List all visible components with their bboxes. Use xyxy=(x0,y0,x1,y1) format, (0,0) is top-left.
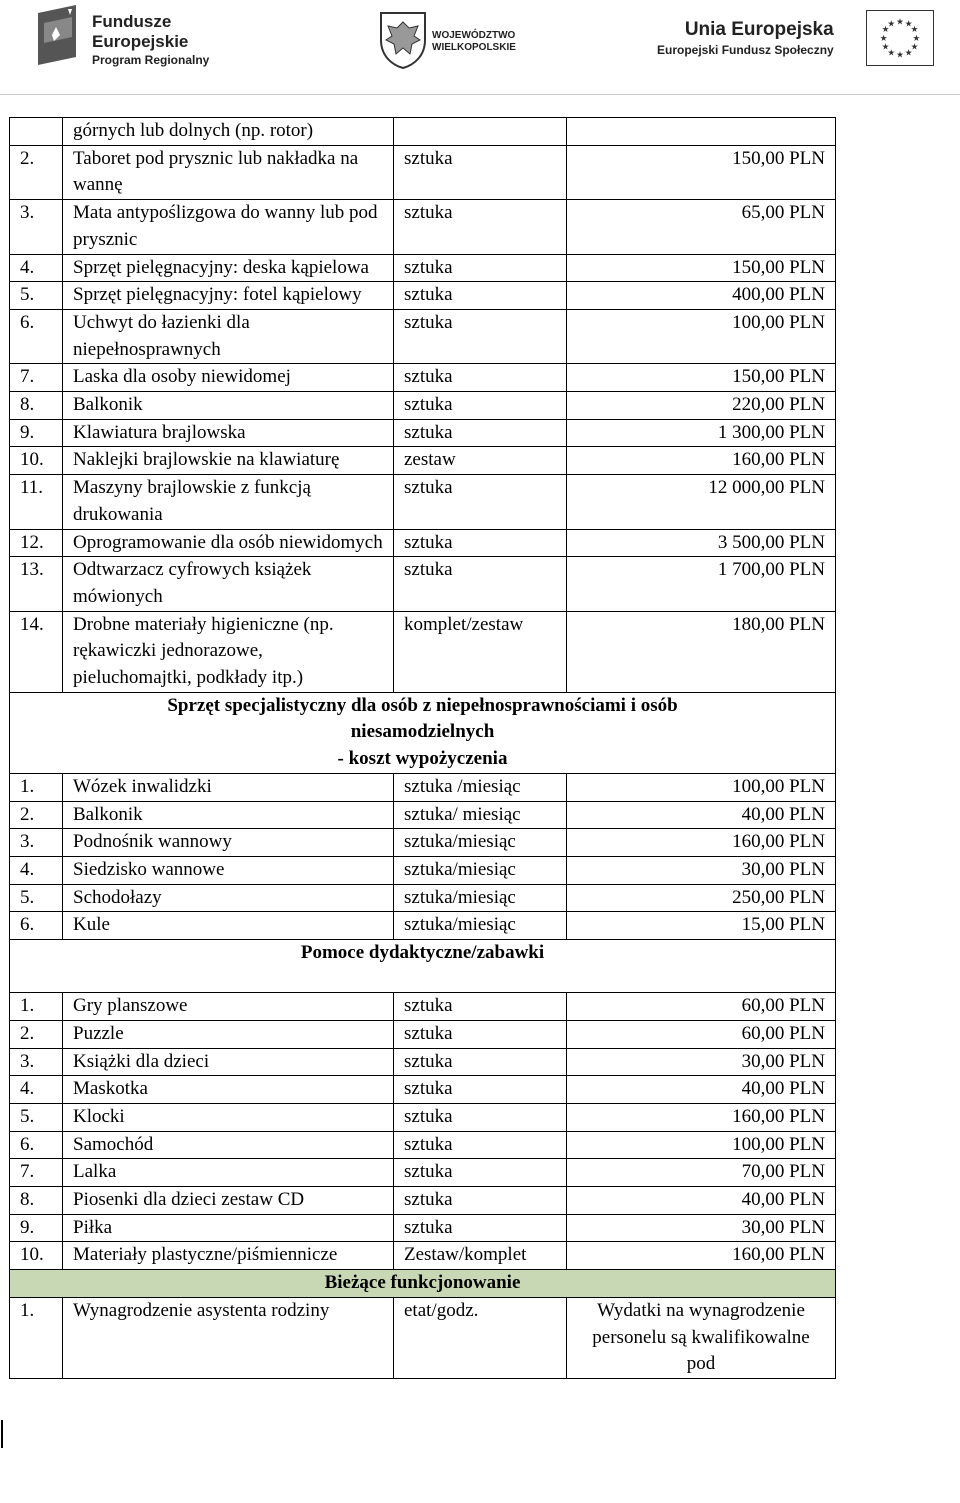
item-unit: Zestaw/komplet xyxy=(394,1242,567,1270)
table-row xyxy=(10,392,836,420)
item-unit: sztuka xyxy=(394,993,567,1021)
item-name: Klocki xyxy=(63,1103,394,1131)
item-unit: sztuka xyxy=(394,309,567,363)
table-row xyxy=(10,1297,836,1378)
ww-line2: WIELKOPOLSKIE xyxy=(432,42,516,53)
fe-line1: Fundusze xyxy=(92,12,172,31)
item-price: 30,00 PLN xyxy=(567,1214,836,1242)
item-unit: sztuka xyxy=(394,1103,567,1131)
table-row xyxy=(10,993,836,1021)
item-unit: sztuka xyxy=(394,254,567,282)
item-name: Schodołazy xyxy=(63,884,394,912)
item-name: Naklejki brajlowskie na klawiaturę xyxy=(63,447,394,475)
item-price: 160,00 PLN xyxy=(567,829,836,857)
item-price: 60,00 PLN xyxy=(567,1020,836,1048)
item-number: 2. xyxy=(10,801,63,829)
item-unit: sztuka xyxy=(394,557,567,611)
item-number: 3. xyxy=(10,829,63,857)
table-row xyxy=(10,1020,836,1048)
svg-text:★: ★ xyxy=(904,48,913,59)
item-name: Klawiatura brajlowska xyxy=(63,419,394,447)
item-number: 7. xyxy=(10,364,63,392)
svg-text:★: ★ xyxy=(896,17,904,28)
item-unit: sztuka xyxy=(394,529,567,557)
item-unit: sztuka xyxy=(394,1020,567,1048)
item-number: 5. xyxy=(10,1103,63,1131)
table-row xyxy=(10,309,836,363)
item-name: Siedzisko wannowe xyxy=(63,856,394,884)
item-name: górnych lub dolnych (np. rotor) xyxy=(63,118,394,146)
item-number: 9. xyxy=(10,1214,63,1242)
item-price: 30,00 PLN xyxy=(567,856,836,884)
table-row xyxy=(10,1076,836,1104)
item-name: Maszyny brajlowskie z funkcją drukowania xyxy=(63,475,394,529)
item-name: Gry planszowe xyxy=(63,993,394,1021)
item-unit: sztuka xyxy=(394,145,567,199)
table-row xyxy=(10,557,836,611)
section-header-current-operation: Bieżące funkcjonowanie xyxy=(10,1270,836,1298)
eu-flag-icon xyxy=(866,10,934,66)
item-price: 40,00 PLN xyxy=(567,801,836,829)
table-row xyxy=(10,200,836,254)
item-price: 15,00 PLN xyxy=(567,912,836,940)
item-number: 4. xyxy=(10,254,63,282)
table-row xyxy=(10,118,836,146)
item-price: 400,00 PLN xyxy=(567,282,836,310)
svg-text:★: ★ xyxy=(910,25,919,36)
svg-text:★: ★ xyxy=(879,33,888,44)
item-number: 10. xyxy=(10,447,63,475)
item-number: 4. xyxy=(10,1076,63,1104)
item-unit: sztuka/miesiąc xyxy=(394,912,567,940)
item-unit: sztuka xyxy=(394,419,567,447)
table-row xyxy=(10,912,836,940)
item-unit: etat/godz. xyxy=(394,1297,567,1378)
item-unit: sztuka xyxy=(394,1159,567,1187)
table-row xyxy=(10,145,836,199)
section-header-line3: - koszt wypożyczenia xyxy=(337,748,508,770)
svg-text:★: ★ xyxy=(887,48,896,59)
svg-text:★: ★ xyxy=(912,33,921,44)
section-header-line1: Sprzęt specjalistyczny dla osób z niepełnosprawnościami i osób xyxy=(167,694,678,716)
item-number: 1. xyxy=(10,773,63,801)
item-name: Kule xyxy=(63,912,394,940)
item-price: 70,00 PLN xyxy=(567,1159,836,1187)
item-price: 250,00 PLN xyxy=(567,884,836,912)
table-row xyxy=(10,829,836,857)
item-name: Sprzęt pielęgnacyjny: fotel kąpielowy xyxy=(63,282,394,310)
item-number: 7. xyxy=(10,1159,63,1187)
item-number: 2. xyxy=(10,1020,63,1048)
item-name: Drobne materiały higieniczne (np. rękawiczki jednorazowe, pieluchomajtki, podkłady itp.) xyxy=(63,611,394,692)
table-row xyxy=(10,1048,836,1076)
header-divider xyxy=(0,94,960,95)
item-price: 1 700,00 PLN xyxy=(567,557,836,611)
section-header-row xyxy=(10,940,836,993)
fe-line3: Program Regionalny xyxy=(92,53,210,67)
item-price: 30,00 PLN xyxy=(567,1048,836,1076)
item-name: Taboret pod prysznic lub nakładka na wannę xyxy=(63,145,394,199)
table-row xyxy=(10,419,836,447)
wielkopolska-coat-of-arms-icon xyxy=(378,10,428,70)
item-name: Balkonik xyxy=(63,801,394,829)
item-name: Materiały plastyczne/piśmiennicze xyxy=(63,1242,394,1270)
item-price: 40,00 PLN xyxy=(567,1187,836,1215)
item-unit: sztuka xyxy=(394,1214,567,1242)
table-row xyxy=(10,282,836,310)
ue-line1: Unia Europejska xyxy=(684,19,834,40)
item-name: Odtwarzacz cyfrowych książek mówionych xyxy=(63,557,394,611)
item-name: Podnośnik wannowy xyxy=(63,829,394,857)
table-row xyxy=(10,856,836,884)
svg-text:★: ★ xyxy=(896,50,904,61)
table-row xyxy=(10,1242,836,1270)
section-header-equipment-rental xyxy=(10,692,836,773)
item-unit: komplet/zestaw xyxy=(394,611,567,692)
item-number: 4. xyxy=(10,856,63,884)
svg-text:★: ★ xyxy=(881,25,890,36)
item-number: 3. xyxy=(10,200,63,254)
item-number: 8. xyxy=(10,1187,63,1215)
item-price: 3 500,00 PLN xyxy=(567,529,836,557)
item-unit: sztuka/miesiąc xyxy=(394,856,567,884)
item-name: Balkonik xyxy=(63,392,394,420)
item-unit: sztuka xyxy=(394,282,567,310)
item-name: Oprogramowanie dla osób niewidomych xyxy=(63,529,394,557)
item-name: Wynagrodzenie asystenta rodziny xyxy=(63,1297,394,1378)
item-number: 13. xyxy=(10,557,63,611)
svg-text:★: ★ xyxy=(887,19,896,30)
margin-mark xyxy=(1,1420,3,1448)
item-name: Lalka xyxy=(63,1159,394,1187)
item-unit: sztuka xyxy=(394,392,567,420)
item-name: Książki dla dzieci xyxy=(63,1048,394,1076)
item-name: Maskotka xyxy=(63,1076,394,1104)
table-row xyxy=(10,773,836,801)
item-name: Sprzęt pielęgnacyjny: deska kąpielowa xyxy=(63,254,394,282)
item-name: Piosenki dla dzieci zestaw CD xyxy=(63,1187,394,1215)
item-unit: sztuka xyxy=(394,1076,567,1104)
table-row xyxy=(10,254,836,282)
item-note: Wydatki na wynagrodzenie personelu są kwalifikowalne pod xyxy=(567,1297,836,1378)
price-table xyxy=(9,117,836,1379)
item-number: 6. xyxy=(10,309,63,363)
item-price: 65,00 PLN xyxy=(567,200,836,254)
table-row xyxy=(10,1187,836,1215)
item-price: 150,00 PLN xyxy=(567,254,836,282)
svg-text:★: ★ xyxy=(904,19,913,30)
item-number: 1. xyxy=(10,993,63,1021)
item-price: 100,00 PLN xyxy=(567,1131,836,1159)
section-header-educational-toys: Pomoce dydaktyczne/zabawki xyxy=(10,940,836,993)
svg-text:★: ★ xyxy=(881,42,890,53)
item-unit: sztuka/miesiąc xyxy=(394,884,567,912)
item-price: 150,00 PLN xyxy=(567,364,836,392)
item-price: 1 300,00 PLN xyxy=(567,419,836,447)
table-row xyxy=(10,364,836,392)
item-number: 8. xyxy=(10,392,63,420)
item-number: 11. xyxy=(10,475,63,529)
item-number: 12. xyxy=(10,529,63,557)
item-name: Wózek inwalidzki xyxy=(63,773,394,801)
table-row xyxy=(10,801,836,829)
table-row xyxy=(10,475,836,529)
item-price: 60,00 PLN xyxy=(567,993,836,1021)
unia-europejska-text xyxy=(657,18,834,58)
item-unit: sztuka xyxy=(394,1048,567,1076)
item-number: 6. xyxy=(10,912,63,940)
ue-line2: Europejski Fundusz Społeczny xyxy=(657,43,834,57)
item-price: 180,00 PLN xyxy=(567,611,836,692)
item-price: 40,00 PLN xyxy=(567,1076,836,1104)
item-unit: sztuka/miesiąc xyxy=(394,829,567,857)
item-number: 5. xyxy=(10,282,63,310)
table-row xyxy=(10,1159,836,1187)
item-name: Mata antypoślizgowa do wanny lub pod prysznic xyxy=(63,200,394,254)
item-unit: sztuka xyxy=(394,200,567,254)
item-number: 10. xyxy=(10,1242,63,1270)
table-row xyxy=(10,611,836,692)
table-row xyxy=(10,447,836,475)
svg-text:★: ★ xyxy=(910,42,919,53)
item-price: 100,00 PLN xyxy=(567,773,836,801)
ww-line1: WOJEWÓDZTWO xyxy=(432,30,516,41)
section-header-row xyxy=(10,1270,836,1298)
item-number: 14. xyxy=(10,611,63,692)
item-unit: sztuka xyxy=(394,475,567,529)
item-name: Piłka xyxy=(63,1214,394,1242)
table-row xyxy=(10,529,836,557)
item-price: 160,00 PLN xyxy=(567,1242,836,1270)
item-price: 160,00 PLN xyxy=(567,447,836,475)
item-number: 5. xyxy=(10,884,63,912)
item-unit: sztuka /miesiąc xyxy=(394,773,567,801)
item-number: 9. xyxy=(10,419,63,447)
item-price: 160,00 PLN xyxy=(567,1103,836,1131)
item-unit: sztuka xyxy=(394,1187,567,1215)
table-row xyxy=(10,884,836,912)
item-price: 220,00 PLN xyxy=(567,392,836,420)
item-unit: sztuka/ miesiąc xyxy=(394,801,567,829)
fundusze-europejskie-text xyxy=(92,12,209,69)
item-unit: zestaw xyxy=(394,447,567,475)
item-name: Samochód xyxy=(63,1131,394,1159)
item-number: 1. xyxy=(10,1297,63,1378)
item-name: Uchwyt do łazienki dla niepełnosprawnych xyxy=(63,309,394,363)
item-name: Laska dla osoby niewidomej xyxy=(63,364,394,392)
fe-line2: Europejskie xyxy=(92,32,189,51)
section-header-row xyxy=(10,692,836,773)
item-price: 150,00 PLN xyxy=(567,145,836,199)
table-row xyxy=(10,1131,836,1159)
item-price: 12 000,00 PLN xyxy=(567,475,836,529)
item-unit: sztuka xyxy=(394,364,567,392)
logo-header xyxy=(0,0,960,95)
item-number: 2. xyxy=(10,145,63,199)
item-price: 100,00 PLN xyxy=(567,309,836,363)
wojewodztwo-text xyxy=(432,30,516,54)
table-row xyxy=(10,1214,836,1242)
item-number: 6. xyxy=(10,1131,63,1159)
item-name: Puzzle xyxy=(63,1020,394,1048)
item-number: 3. xyxy=(10,1048,63,1076)
table-row xyxy=(10,1103,836,1131)
item-unit: sztuka xyxy=(394,1131,567,1159)
section-header-line2: niesamodzielnych xyxy=(350,721,495,743)
